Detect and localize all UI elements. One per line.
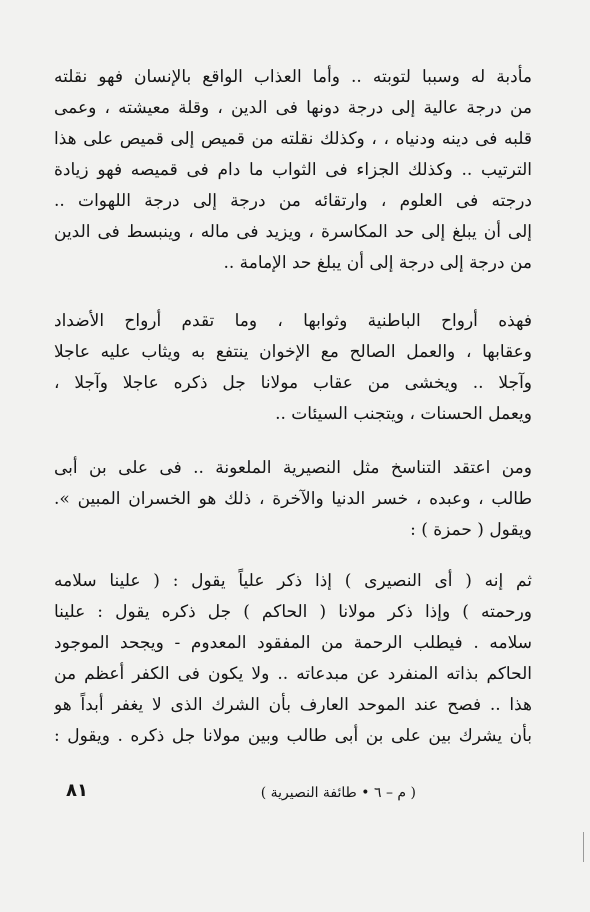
text-line: مأدبة له وسببا لتوبته .. وأما العذاب الواقع بالإنسان فهو نقلته — [54, 67, 532, 87]
paragraph-3 — [54, 453, 532, 546]
paragraph-2 — [54, 306, 532, 430]
text-line: قلبه فى دينه ودنياه ، ، وكذلك نقلته من قميص إلى قميص على هذا — [54, 129, 532, 149]
text-line: طالب ، وعبده ، خسر الدنيا والآخرة ، ذلك هو الخسران المبين ». — [54, 489, 532, 509]
page-edge-mark — [583, 832, 584, 862]
text-line: ومن اعتقد التناسخ مثل النصيرية الملعونة .. فى على بن أبى — [54, 458, 532, 478]
page-footer — [58, 778, 536, 808]
text-line: من درجة عالية إلى درجة دونها فى الدين ، وقلة معيشته ، وعمى — [54, 98, 532, 118]
paragraph-4 — [54, 566, 532, 752]
text-line: سلامه . فيطلب الرحمة من المفقود المعدوم - ويجحد الموجود — [54, 633, 532, 653]
text-line: وآجلا .. ويخشى من عقاب مولانا جل ذكره عاجلا وآجلا ، — [54, 373, 532, 393]
paragraph-1 — [54, 62, 532, 279]
text-line: إلى أن يبلغ إلى حد المكاسرة ، ويزيد فى ماله ، وينبسط فى الدين — [54, 222, 532, 242]
text-line: بأن يشرك بين على بن أبى طالب وبين مولانا جل ذكره . ويقول : — [54, 726, 532, 746]
text-line: ويعمل الحسنات ، ويتجنب السيئات .. — [275, 404, 532, 424]
text-line: ثم إنه ( أى النصيرى ) إذا ذكر علياً يقول : ( علينا سلامه — [54, 571, 532, 591]
text-line: الحاكم بذاته المنفرد عن مبدعاته .. ولا يكون فى الكفر أعظم من — [54, 664, 532, 684]
running-title: ( م – ٦ • طائفة النصيرية ) — [260, 785, 416, 801]
text-line: وعقابها ، والعمل الصالح مع الإخوان ينتفع به ويثاب عليه عاجلا — [54, 342, 532, 362]
text-line: ورحمته ) وإذا ذكر مولانا ( الحاكم ) جل ذكره يقول : علينا — [54, 602, 532, 622]
text-line: ويقول ( حمزة ) : — [410, 520, 532, 540]
text-line: من درجة إلى درجة إلى أن يبلغ حد الإمامة .. — [223, 253, 532, 273]
text-line: الترتيب .. وكذلك الجزاء فى الثواب ما دام فى قميصه فهو زيادة — [54, 160, 532, 180]
text-line: درجته فى العلوم ، وارتقائه من درجة إلى درجة اللهوات .. — [54, 191, 532, 211]
page-number: ٨١ — [66, 780, 88, 801]
text-line: هذا .. فصح عند الموحد العارف بأن الشرك الذى لا يغفر أبداً هو — [54, 695, 532, 715]
text-line: فهذه أرواح الباطنية وثوابها ، وما تقدم أرواح الأضداد — [54, 311, 532, 331]
